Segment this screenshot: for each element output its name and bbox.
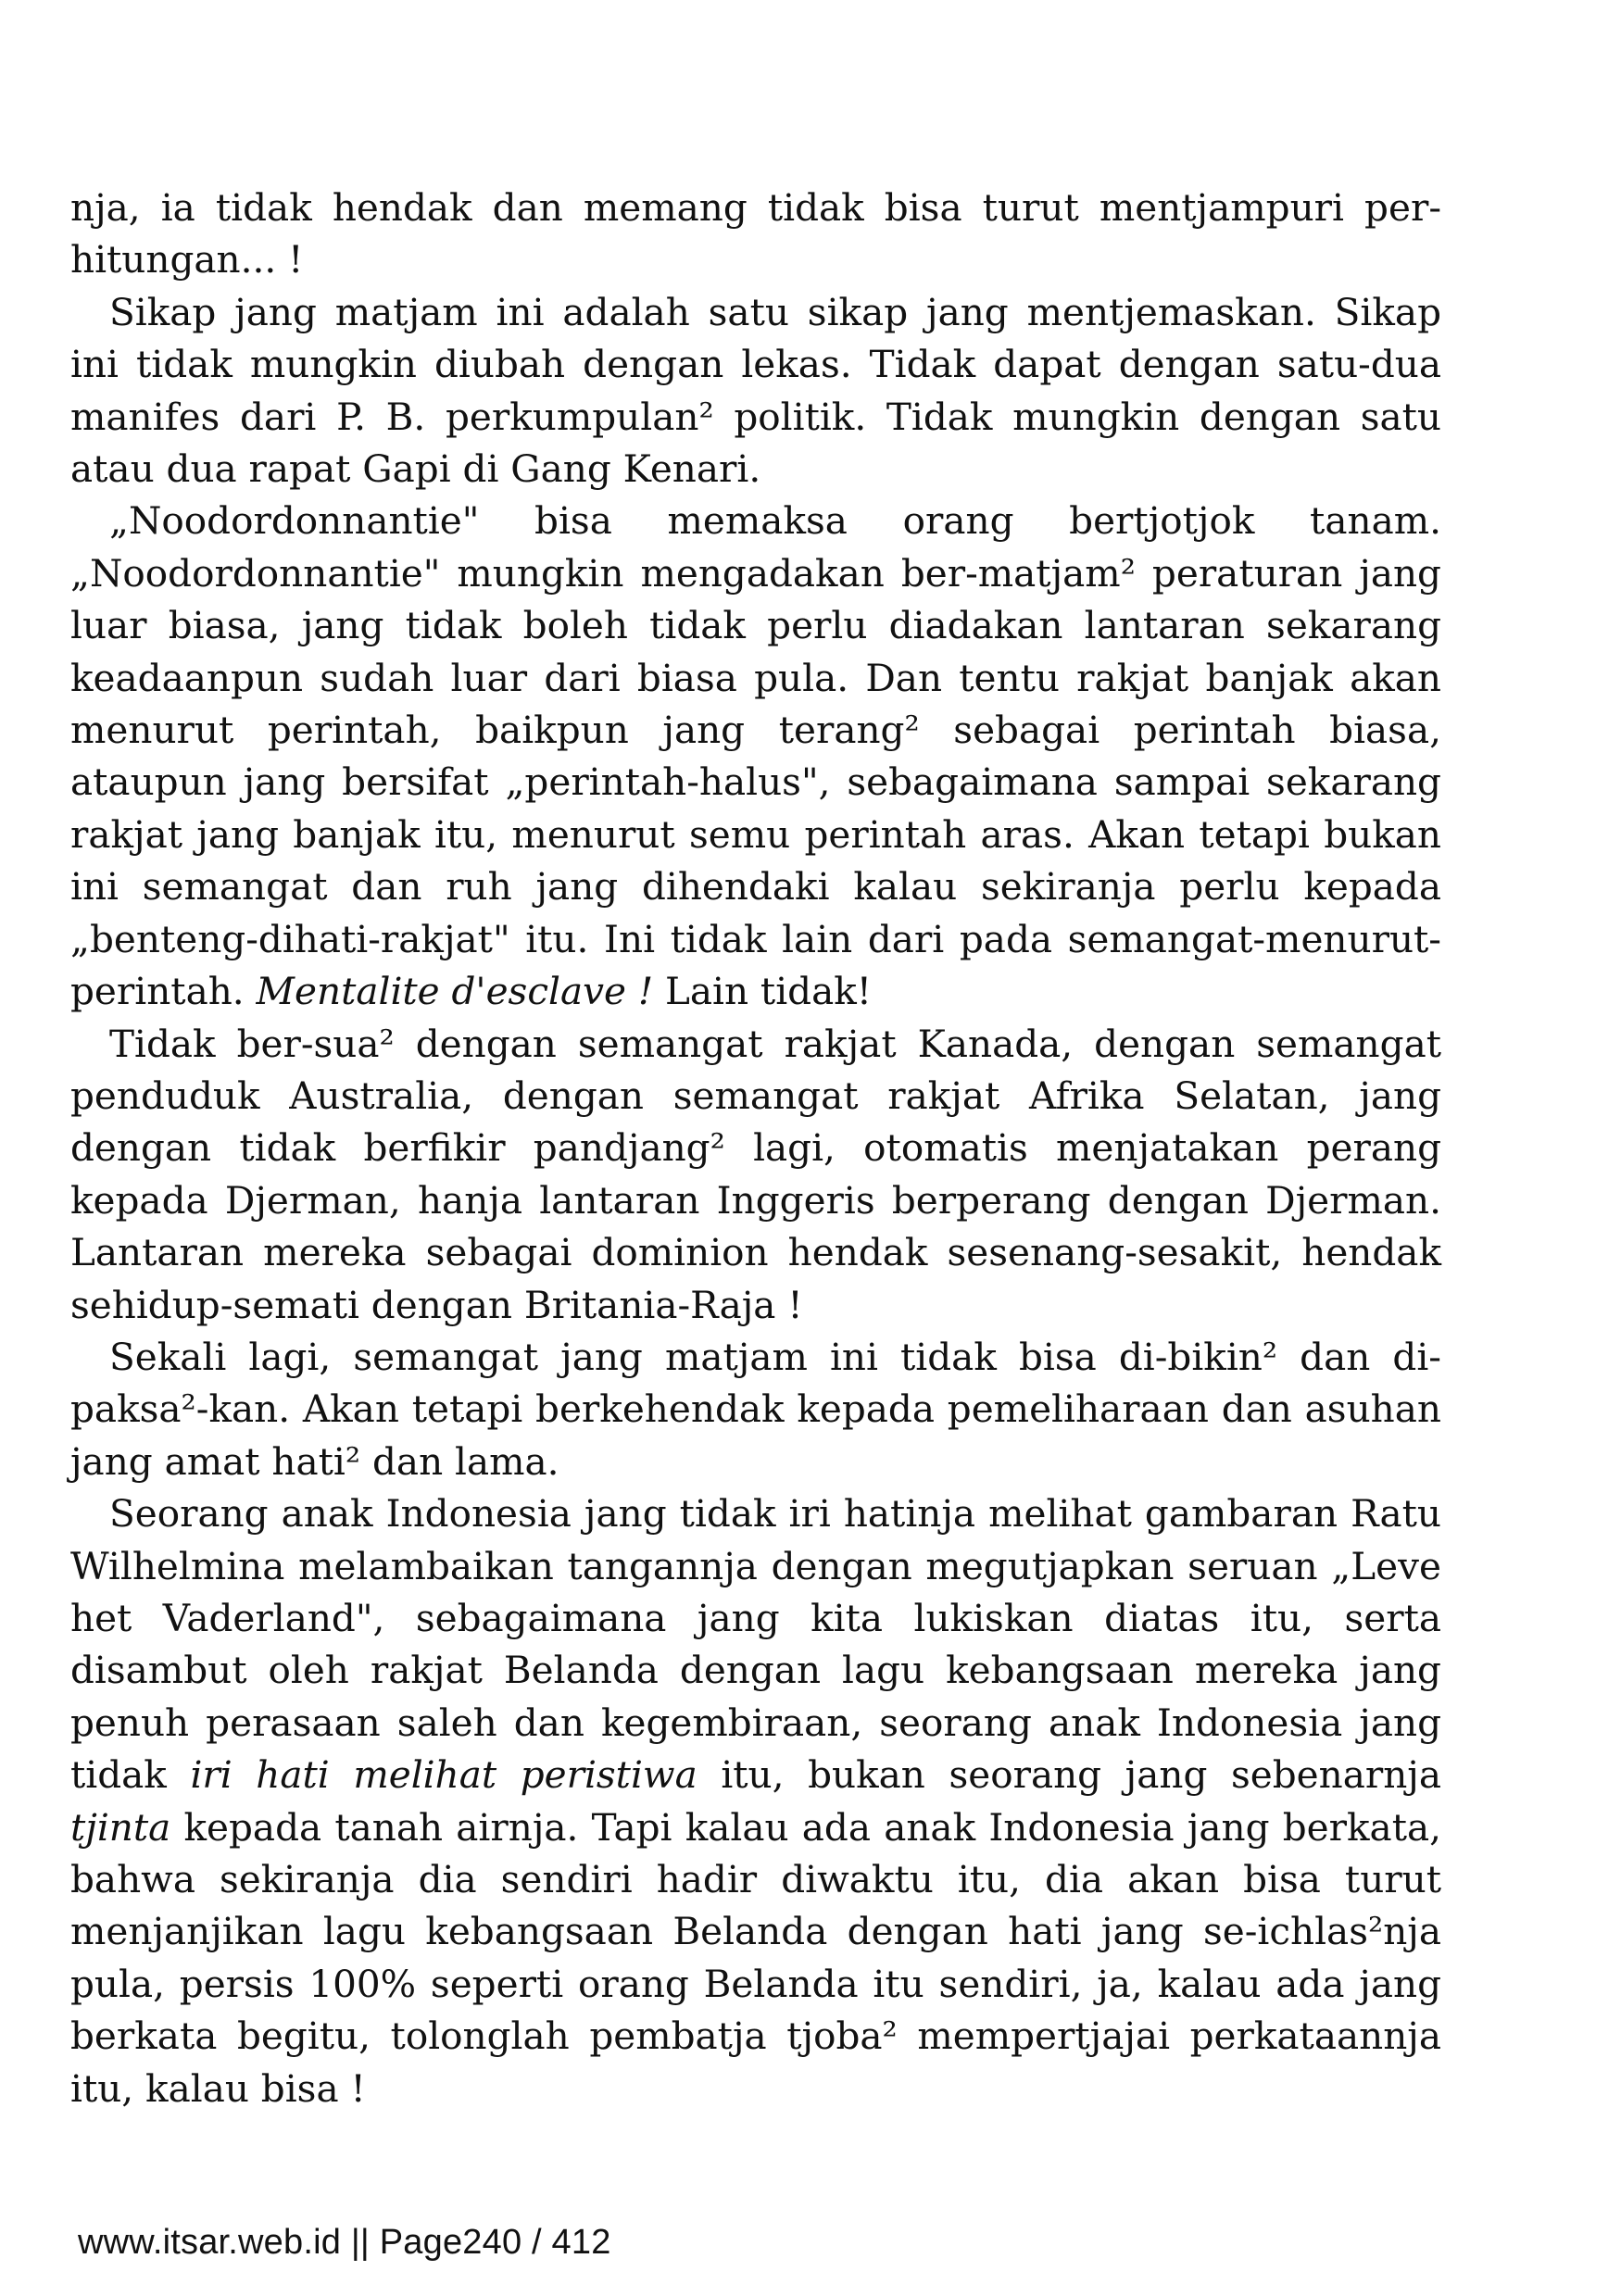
paragraph-3-tail: Lain tidak! [653, 969, 873, 1014]
paragraph-6-italic-2: tjinta [70, 1804, 171, 1850]
page-footer: www.itsar.web.id || Page240 / 412 [78, 2223, 611, 2262]
paragraph-3 [70, 495, 1441, 1017]
paragraph-6-seg-2: itu, bukan seorang jang sebenarnja [697, 1752, 1442, 1798]
paragraph-4: Tidak ber-sua² dengan semangat rakjat Kanada, dengan semangat penduduk Australia, dengan semangat rakjat Afrika Selatan, jang dengan tidak berfikir pandjang² lagi, otomatis menjatakan perang kepada Djerman, hanja lantaran Inggeris berperang dengan Djerman. Lantaran mereka sebagai dominion hendak sesenang-sesakit, hendak sehidup-semati dengan Britania-Raja ! [70, 1021, 1441, 1327]
paragraph-3-text: „Noodordonnantie" bisa memaksa orang bertjotjok tanam. „Noodordonnantie" mungkin mengadakan ber-matjam² peraturan jang luar biasa, jang tidak boleh tidak perlu diadakan lantaran sekarang keadaanpun sudah luar dari biasa pula. Dan tentu rakjat banjak akan menurut perintah, baikpun jang terang² sebagai perintah biasa, ataupun jang bersifat „perintah-halus", sebagaimana sampai sekarang rakjat jang banjak itu, menurut semu perintah aras. Akan tetapi bukan ini semangat dan ruh jang dihendaki kalau sekiranja perlu kepada „benteng-dihati-rakjat" itu. Ini tidak lain dari pada semangat-menurut-perintah. [70, 498, 1441, 1014]
body-text [70, 182, 1441, 2114]
paragraph-6-italic-1: iri hati melihat peristiwa [190, 1752, 697, 1798]
paragraph-2: Sikap jang matjam ini adalah satu sikap jang mentjemaskan. Sikap ini tidak mungkin diubah dengan lekas. Tidak dapat dengan satu-dua manifes dari P. B. perkumpulan² politik. Tidak mungkin dengan satu atau dua rapat Gapi di Gang Kenari. [70, 289, 1441, 492]
paragraph-5: Sekali lagi, semangat jang matjam ini tidak bisa di-bikin² dan di-paksa²-kan. Akan tetapi berkehendak kepada pemeliharaan dan asuhan jang amat hati² dan lama. [70, 1334, 1441, 1484]
paragraph-1: nja, ia tidak hendak dan memang tidak bisa turut mentjampuri perhitungan... ! [70, 185, 1441, 282]
paragraph-6-seg-3: kepada tanah airnja. Tapi kalau ada anak Indonesia jang berkata, bahwa sekiranja dia sendiri hadir diwaktu itu, dia akan bisa turut menjanjikan lagu kebangsaan Belanda dengan hati jang se-ichlas²nja pula, persis 100% seperti orang Belanda itu sendiri, ja, kalau ada jang berkata begitu, tolonglah pembatja tjoba² mempertjajai perkataannja itu, kalau bisa ! [70, 1804, 1441, 2111]
paragraph-6-seg-1: Seorang anak Indonesia jang tidak iri hatinja melihat gambaran Ratu Wilhelmina melambaikan tangannja dengan megutjapkan seruan „Leve het Vaderland", sebagaimana jang kita lukiskan diatas itu, serta disambut oleh rakjat Belanda dengan lagu kebangsaan mereka jang penuh perasaan saleh dan kegembiraan, seorang anak Indonesia jang tidak [70, 1491, 1441, 1798]
paragraph-3-italic: Mentalite d'esclave ! [256, 969, 654, 1014]
paragraph-6 [70, 1487, 1441, 2114]
